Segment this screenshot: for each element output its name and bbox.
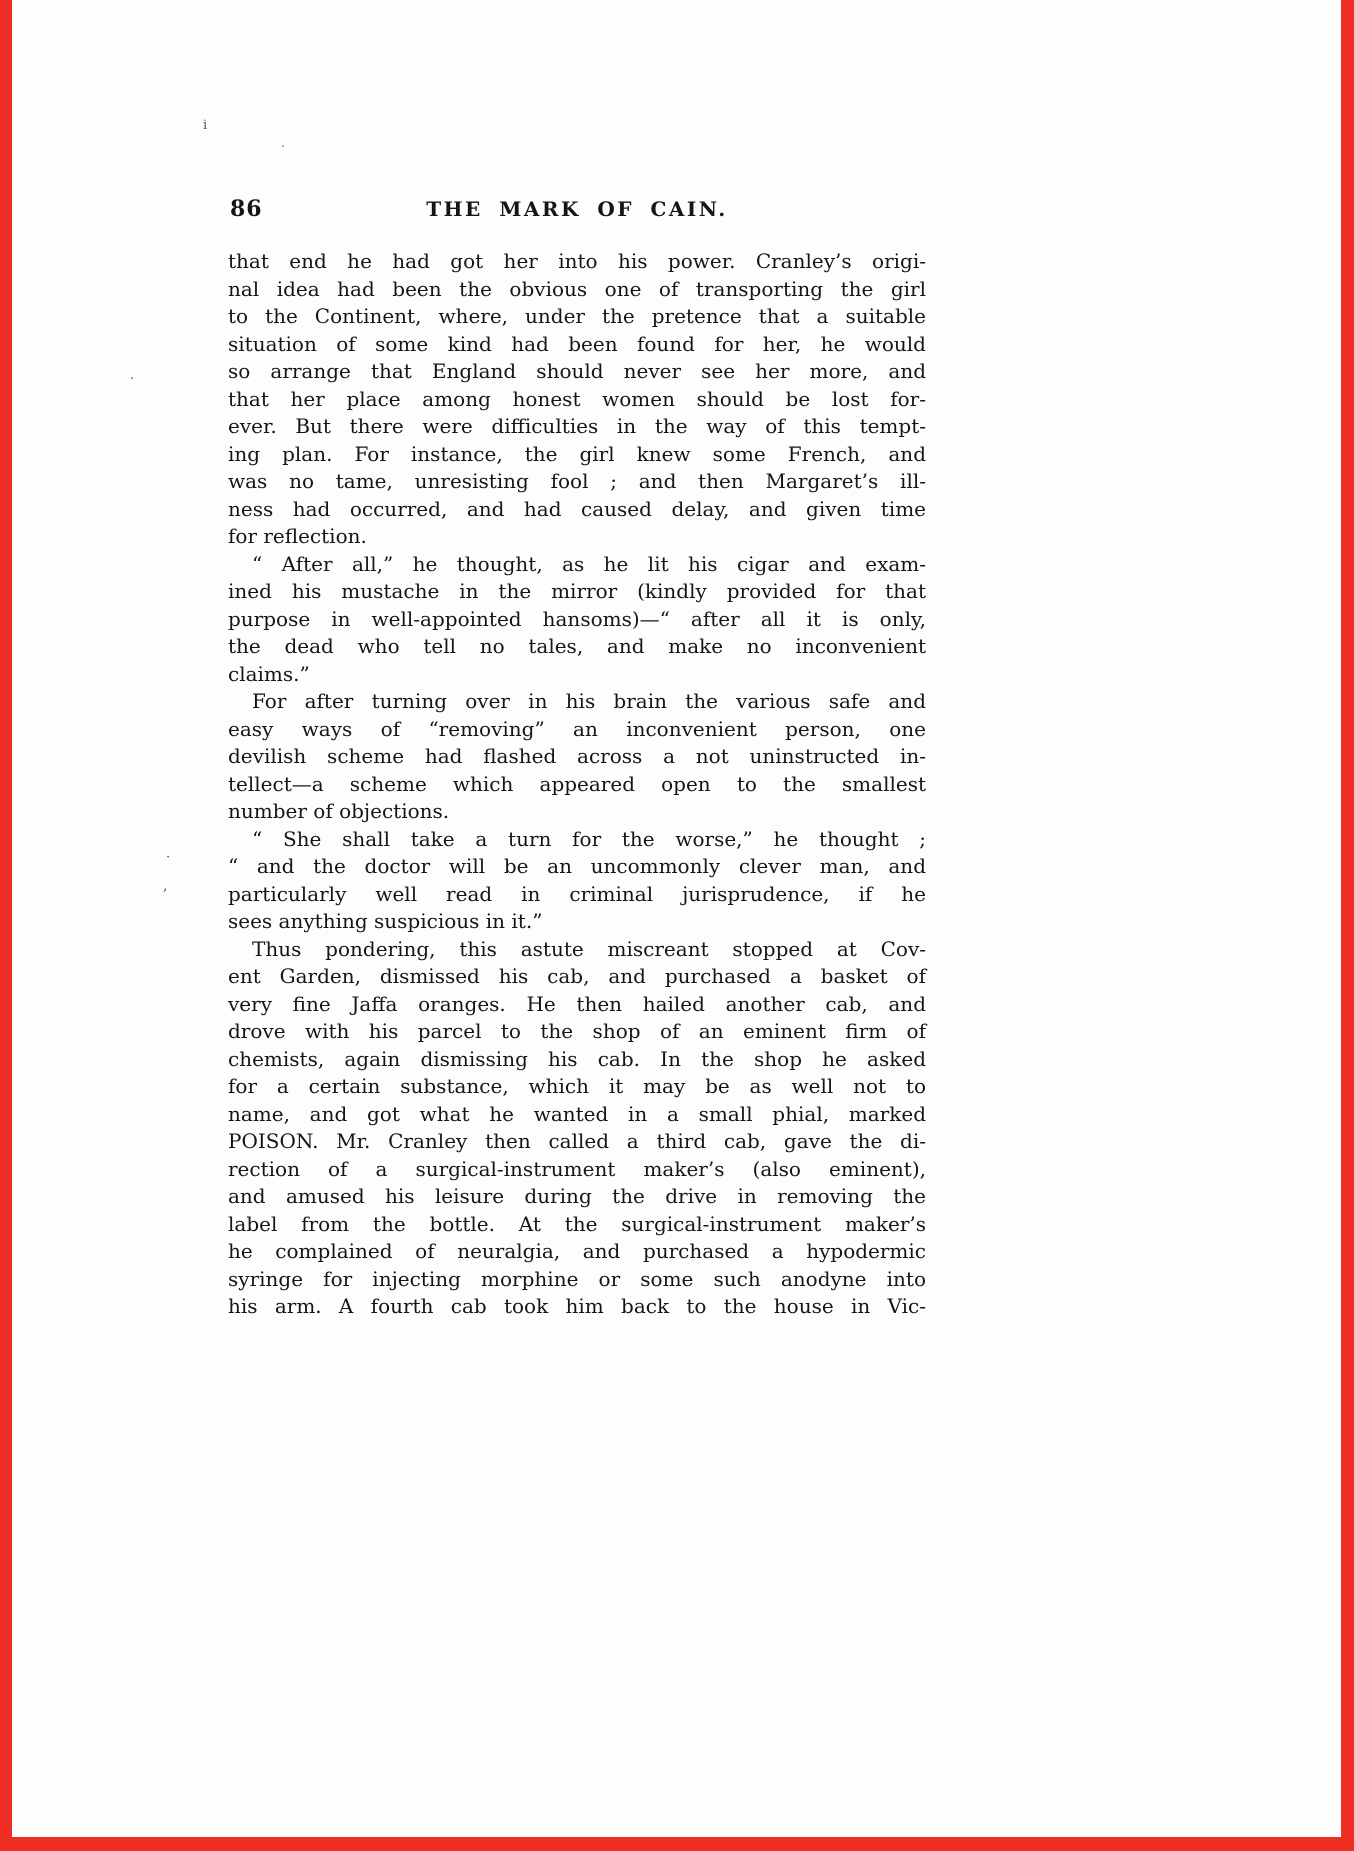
text-line: the dead who tell no tales, and make no inconvenient	[228, 634, 926, 658]
text-line: particularly well read in criminal jurisprudence, if he	[228, 881, 926, 906]
text-line: was no tame, unresisting fool ; and then Margaret’s ill-	[228, 469, 926, 493]
page-header	[228, 194, 926, 226]
text-line: sees anything suspicious in it.”	[228, 909, 543, 933]
text-line: very fine Jaffa oranges. He then hailed another cab, and	[228, 991, 926, 1016]
paragraph	[228, 936, 926, 1321]
text-line: that end he had got her into his power. Cranley’s origi-	[228, 249, 926, 273]
scan-artifact: ·	[166, 850, 171, 865]
page-number: 86	[230, 196, 263, 222]
scan-artifact: .	[130, 368, 135, 383]
text-line: chemists, again dismissing his cab. In the shop he asked	[228, 1046, 926, 1071]
text-line: so arrange that England should never see her more, and	[228, 359, 926, 383]
running-title: THE MARK OF CAIN.	[426, 197, 728, 221]
paragraph	[228, 248, 926, 551]
text-line: and amused his leisure during the drive in removing the	[228, 1184, 926, 1208]
text-line: easy ways of “removing” an inconvenient person, one	[228, 716, 926, 741]
text-line: ness had occurred, and had caused delay, and given time	[228, 496, 926, 521]
text-line: Thus pondering, this astute miscreant stopped at Cov-	[252, 936, 926, 961]
text-line: syringe for injecting morphine or some such anodyne into	[228, 1266, 926, 1291]
scan-edge-right	[1341, 0, 1354, 1851]
text-line: name, and got what he wanted in a small phial, marked	[228, 1101, 926, 1126]
text-line: purpose in well-appointed hansoms)—“ after all it is only,	[228, 606, 926, 631]
text-line: for reflection.	[228, 524, 367, 548]
text-line: nal idea had been the obvious one of transporting the girl	[228, 276, 926, 301]
text-line: number of objections.	[228, 799, 450, 823]
text-line: tellect—a scheme which appeared open to the smallest	[228, 771, 926, 796]
paragraph	[228, 826, 926, 936]
text-line: ever. But there were difficulties in the way of this tempt-	[228, 414, 926, 438]
text-line: devilish scheme had flashed across a not uninstructed in-	[228, 744, 926, 768]
text-line: situation of some kind had been found for her, he would	[228, 331, 926, 356]
scan-edge-bottom	[0, 1837, 1354, 1851]
text-line: POISON. Mr. Cranley then called a third cab, gave the di-	[228, 1129, 926, 1153]
paragraph	[228, 688, 926, 826]
page-content	[228, 194, 926, 1321]
text-line: “ She shall take a turn for the worse,” he thought ;	[252, 826, 926, 851]
text-line: ined his mustache in the mirror (kindly provided for that	[228, 579, 926, 603]
text-line: ing plan. For instance, the girl knew some French, and	[228, 441, 926, 466]
text-line: “ After all,” he thought, as he lit his cigar and exam-	[252, 551, 926, 576]
text-line: rection of a surgical-instrument maker’s (also eminent),	[228, 1156, 926, 1181]
text-line: his arm. A fourth cab took him back to the house in Vic-	[228, 1294, 926, 1318]
text-line: to the Continent, where, under the pretence that a suitable	[228, 304, 926, 328]
body-text	[228, 248, 926, 1321]
text-line: that her place among honest women should be lost for-	[228, 386, 926, 411]
paragraph	[228, 551, 926, 689]
text-line: label from the bottle. At the surgical-instrument maker’s	[228, 1211, 926, 1236]
scan-edge-left	[0, 0, 12, 1851]
text-line: claims.”	[228, 661, 310, 686]
text-line: ent Garden, dismissed his cab, and purchased a basket of	[228, 964, 926, 988]
scan-artifact: i	[203, 118, 208, 133]
text-line: “ and the doctor will be an uncommonly clever man, and	[228, 854, 926, 878]
text-line: for a certain substance, which it may be as well not to	[228, 1074, 926, 1098]
scan-artifact: .	[281, 136, 285, 150]
text-line: drove with his parcel to the shop of an eminent firm of	[228, 1019, 926, 1043]
text-line: For after turning over in his brain the various safe and	[252, 689, 926, 713]
scan-artifact: ,	[163, 878, 168, 894]
text-line: he complained of neuralgia, and purchased a hypodermic	[228, 1239, 926, 1263]
